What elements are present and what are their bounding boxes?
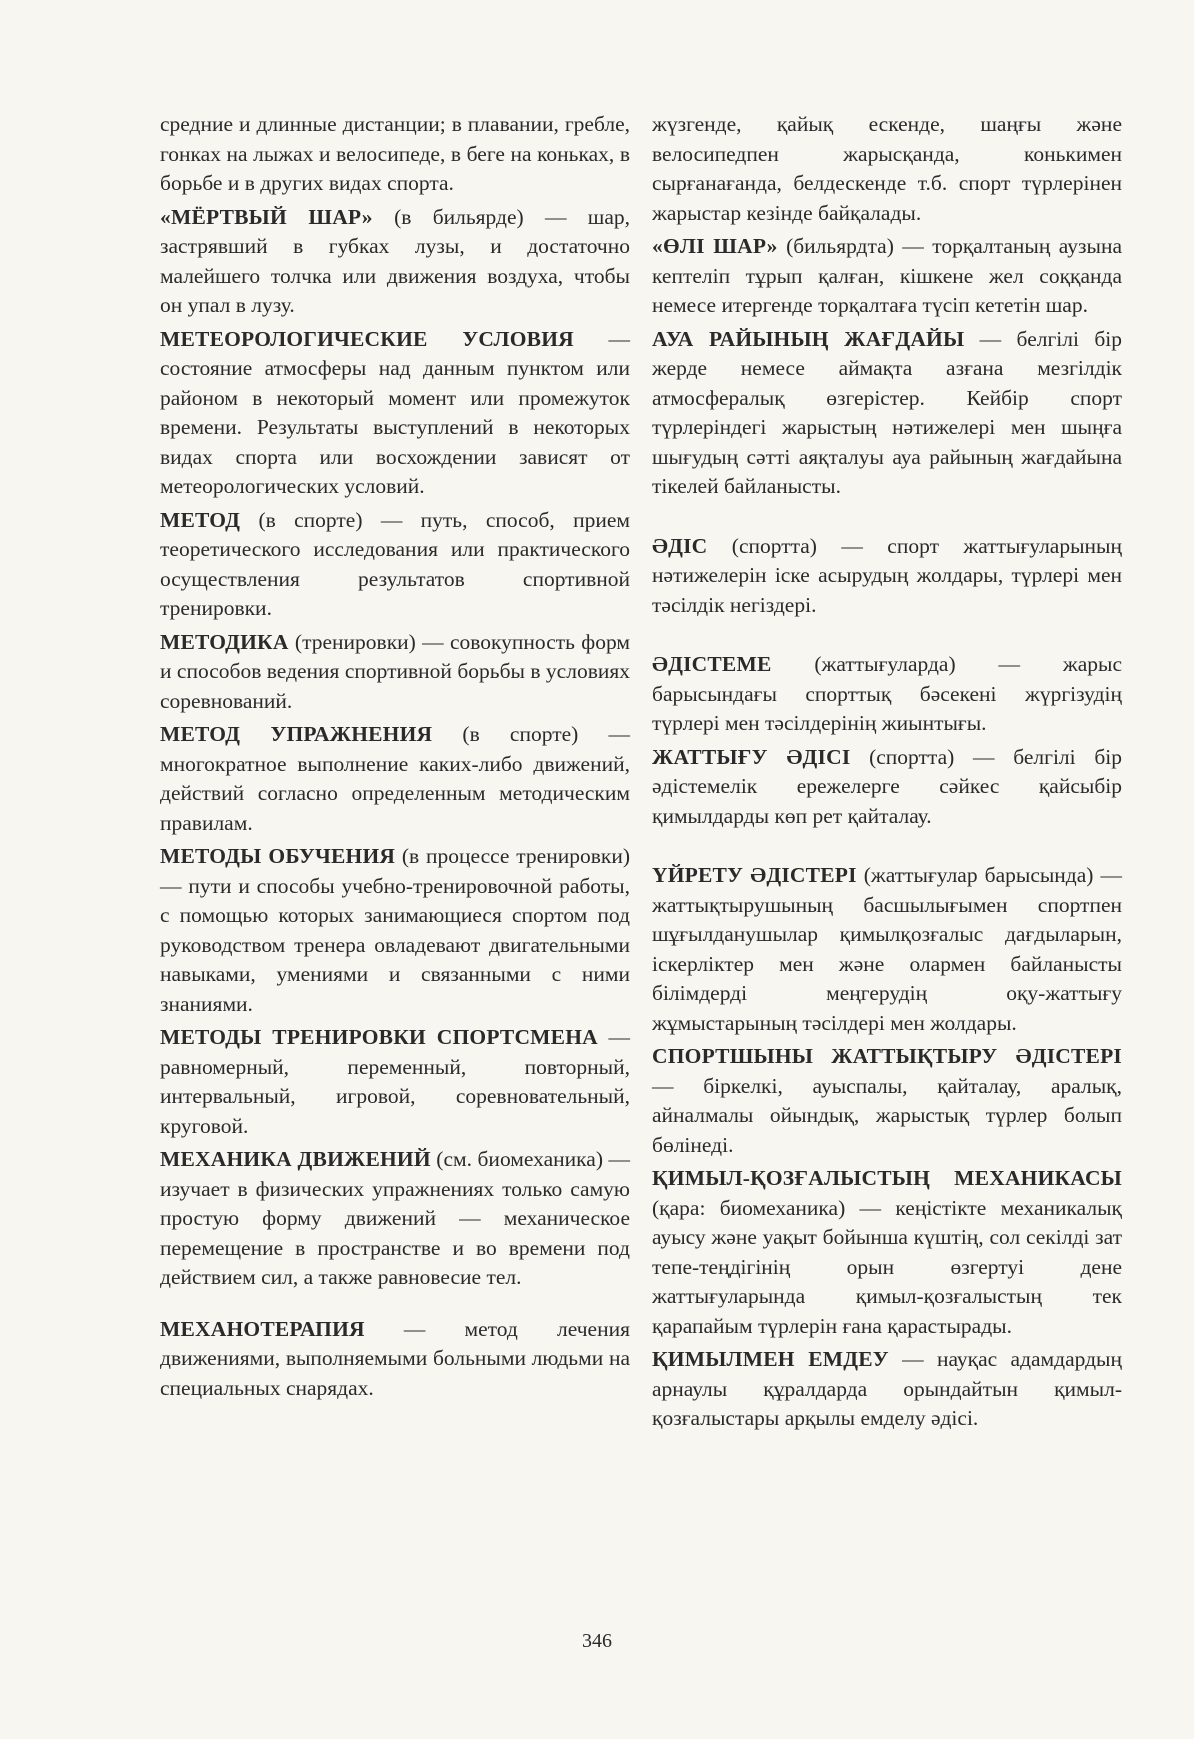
entry-methodology: МЕТОДИКА (тренировки) — совокупность форм и способов ведения спортивной борьбы в условиях соревнований. [160,629,630,713]
entry-exercise-method: МЕТОД УПРАЖНЕНИЯ (в спорте) — многократное выполнение каких-либо движений, действий согласно определенным методическим правилам. [160,722,630,835]
entry-mechanotherapy: МЕХАНОТЕРАПИЯ — метод лечения движениями, выполняемыми больными людьми на специальных снарядах. [160,1316,630,1400]
entry-method: МЕТОД (в спорте) — путь, способ, прием теоретического исследования или практического осуществления результатов спортивной тренировки. [160,507,630,620]
entry-exercise-method: ЖАТТЫҒУ ӘДІСІ (спортта) — белгілі бір әдістемелік ережелерге сәйкес қайсыбір қимылдарды көп рет қайталау. [652,744,1122,828]
entry-continuation: средние и длинные дистанции; в плавании, гребле, гонках на лыжах и велосипеде, в беге на коньках, в борьбе и в других видах спорта. [160,112,630,195]
page-number: 346 [582,1630,612,1652]
entry-dead-ball: «МЁРТВЫЙ ШАР» (в бильярде) — шар, застрявший в губках лузы, и достаточно малейшего толчка или движения воздуха, чтобы он упал в лузу. [160,204,631,317]
entry-teaching-methods: МЕТОДЫ ОБУЧЕНИЯ (в процессе тренировки) — пути и способы учебно-тренировочной работы, с помощью которых занимающиеся спортом под руководством тренера овладевают двигательными навыками, умениями и связанными с ними знаниями. [160,844,630,1016]
entry-movement-mechanics: ҚИМЫЛ-ҚОЗҒАЛЫСТЫҢ МЕХАНИКАСЫ (қара: биомеханика) — кеңістікте механикалық ауысу және уақыт бойынша күштің, сол секілді зат тепе-теңдігінің орын өзгертуі дене жаттығуларында қимыл-қозғалыстың тек қарапайым түрлерін ғана қарастырады. [652,1166,1122,1338]
entry-continuation: жүзгенде, қайық ескенде, шаңғы және велосипедпен жарысқанда, конькимен сырғанағанда, белдескенде т.б. спорт түрлерінен жарыстар кезінде байқалады. [652,112,1122,225]
entry-method: ӘДІС (спортта) — спорт жаттығуларының нәтижелерін іске асырудың жолдары, түрлері мен тәсілдік негіздері. [652,533,1122,617]
entry-movement-mechanics: МЕХАНИКА ДВИЖЕНИЙ (см. биомеханика) — изучает в физических упражнениях только самую простую форму движений — механическое перемещение в пространстве и во времени под действием сил, а также равновесие тел. [160,1147,630,1289]
entry-methodology: ӘДІСТЕМЕ (жаттығуларда) — жарыс барысындағы спорттық бәсекені жүргізудің түрлері мен тәсілдерінің жиынтығы. [652,652,1122,735]
entry-training-methods: СПОРТШЫНЫ ЖАТТЫҚТЫРУ ӘДІСТЕРІ — біркелкі, ауыспалы, қайталау, аралық, айналмалы ойындық, жарыстық түрлер болып бөлінеді. [652,1044,1122,1157]
entry-training-methods: МЕТОДЫ ТРЕНИРОВКИ СПОРТСМЕНА — равномерный, переменный, повторный, интервальный, игровой, соревновательный, круговой. [160,1025,631,1138]
entry-weather-conditions: МЕТЕОРОЛОГИЧЕСКИЕ УСЛОВИЯ — состояние атмосферы над данным пунктом или районом в некоторый момент или промежуток времени. Результаты выступлений в некоторых видах спорта или восхождении зависят от метеорологических условий. [160,326,630,498]
entry-teaching-methods: ҮЙРЕТУ ӘДІСТЕРІ (жаттығулар барысында) — жаттықтырушының басшылығымен спортпен шұғылданушылар қимылқозғалыс дағдыларын, іскерліктер мен және олармен байланысты білімдерді меңгерудің оқу-жаттығу жұмыстарының тәсілдері мен жолдары. [652,863,1123,1035]
right-column [652,110,1122,1438]
entry-weather-conditions: АУА РАЙЫНЫҢ ЖАҒДАЙЫ — белгілі бір жерде немесе аймақта азғана мезгілдік атмосфералық өзгерістер. Кейбір спорт түрлеріндегі жарыстың нәтижелері мен шыңға шығудың сәтті аяқталуы ауа райының жағдайына тікелей байланысты. [652,326,1122,498]
entry-dead-ball: «ӨЛІ ШАР» (бильярдта) — торқалтаның аузына кептеліп тұрып қалған, кішкене жел соққанда немесе итергенде торқалтаға түсіп кететін шар. [652,234,1122,317]
left-column [160,110,630,1407]
entry-mechanotherapy: ҚИМЫЛМЕН ЕМДЕУ — науқас адамдардың арнаулы құралдарда орындайтын қимыл-қозғалыстары арқылы емделу әдісі. [652,1347,1122,1430]
